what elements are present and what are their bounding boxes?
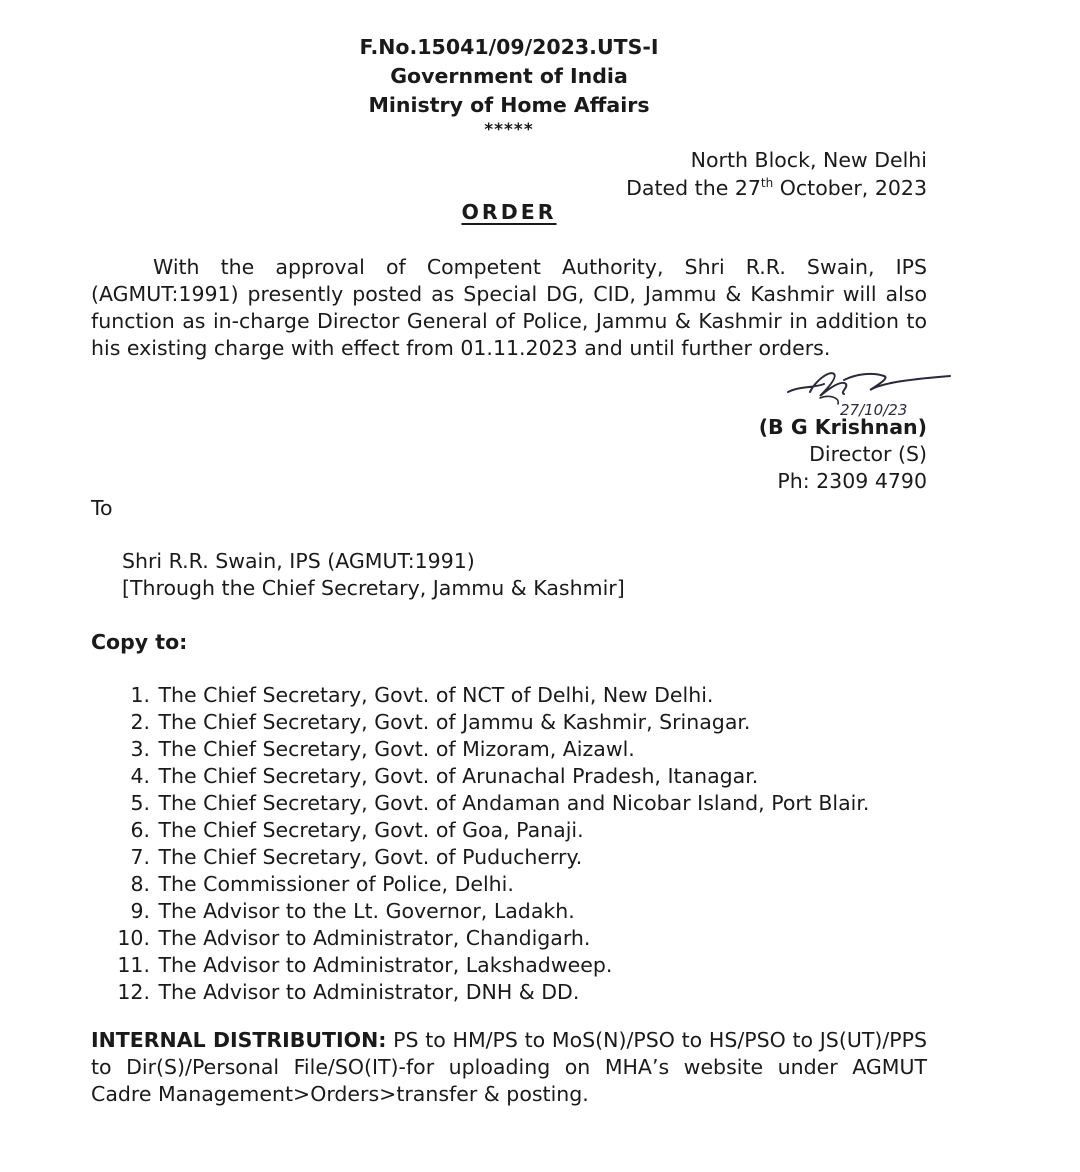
list-item — [102, 682, 869, 709]
date-prefix: Dated the 27 — [626, 176, 761, 200]
signatory-designation: Director (S) — [809, 442, 927, 466]
list-item-number: 4. — [130, 764, 150, 788]
date-ordinal: th — [760, 176, 774, 191]
list-item-text: The Chief Secretary, Govt. of Mizoram, Aizawl. — [158, 737, 635, 761]
document-header — [0, 33, 1018, 140]
list-item-text: The Chief Secretary, Govt. of Andaman and Nicobar Island, Port Blair. — [158, 791, 870, 815]
list-item-text: The Chief Secretary, Govt. of NCT of Delhi, New Delhi. — [158, 683, 714, 707]
list-item-number: 7. — [130, 845, 150, 869]
file-number: F.No.15041/09/2023.UTS-I — [359, 35, 659, 59]
internal-distribution-label: INTERNAL DISTRIBUTION: — [91, 1028, 387, 1052]
list-item — [102, 763, 869, 790]
list-item-text: The Chief Secretary, Govt. of Goa, Panaji. — [158, 818, 584, 842]
separator-stars: ***** — [484, 120, 534, 140]
ministry-name: Ministry of Home Affairs — [368, 93, 650, 117]
copy-to-list — [102, 682, 869, 1006]
list-item-number: 8. — [130, 872, 150, 896]
list-item-number: 11. — [117, 953, 150, 977]
list-item — [102, 871, 869, 898]
list-item-text: The Chief Secretary, Govt. of Jammu & Kashmir, Srinagar. — [158, 710, 751, 734]
order-body: With the approval of Competent Authority, Shri R.R. Swain, IPS (AGMUT:1991) presently posted as Special DG, CID, Jammu & Kashmir will also function as in-charge Director General of Police, Jammu & Kashmir in addition to his existing charge with effect from 01.11.2023 and until further orders. — [91, 255, 927, 360]
addressee-name: Shri R.R. Swain, IPS (AGMUT:1991) — [122, 549, 475, 573]
list-item — [102, 844, 869, 871]
internal-distribution — [91, 1027, 927, 1108]
list-item-text: The Advisor to Administrator, Chandigarh. — [158, 926, 591, 950]
list-item-number: 12. — [117, 980, 150, 1004]
addressee-block — [122, 548, 625, 602]
list-item — [102, 790, 869, 817]
list-item-text: The Advisor to Administrator, DNH & DD. — [158, 980, 580, 1004]
list-item — [102, 709, 869, 736]
signatory-name: (B G Krishnan) — [758, 415, 927, 439]
list-item — [102, 736, 869, 763]
list-item-number: 5. — [130, 791, 150, 815]
list-item-number: 9. — [130, 899, 150, 923]
signature-date: 27/10/23 — [840, 401, 908, 419]
list-item — [102, 898, 869, 925]
list-item-text: The Advisor to the Lt. Governor, Ladakh. — [158, 899, 575, 923]
list-item-text: The Chief Secretary, Govt. of Puducherry. — [158, 845, 583, 869]
list-item — [102, 979, 869, 1006]
list-item-number: 1. — [130, 683, 150, 707]
list-item-text: The Commissioner of Police, Delhi. — [158, 872, 514, 896]
place: North Block, New Delhi — [690, 148, 927, 172]
list-item-number: 2. — [130, 710, 150, 734]
order-title: ORDER — [461, 200, 557, 224]
government-name: Government of India — [390, 64, 628, 88]
list-item-number: 10. — [117, 926, 150, 950]
addressee-through: [Through the Chief Secretary, Jammu & Kashmir] — [122, 576, 625, 600]
list-item-number: 6. — [130, 818, 150, 842]
internal-distribution-text: PS to HM/PS to MoS(N)/PSO to HS/PSO to JS(UT)/PPS to Dir(S)/Personal File/SO(IT)-for uploading on MHA’s website under AGMUT Cadre Management>Orders>transfer & posting. — [91, 1028, 927, 1106]
list-item-text: The Chief Secretary, Govt. of Arunachal Pradesh, Itanagar. — [158, 764, 759, 788]
signatory-phone: Ph: 2309 4790 — [777, 469, 927, 493]
list-item-number: 3. — [130, 737, 150, 761]
place-and-date — [626, 146, 927, 202]
signatory-block — [759, 414, 927, 495]
copy-to-heading: Copy to: — [91, 630, 188, 654]
list-item-text: The Advisor to Administrator, Lakshadweep. — [158, 953, 613, 977]
to-label: To — [91, 496, 113, 520]
list-item — [102, 952, 869, 979]
list-item — [102, 925, 869, 952]
date-suffix: October, 2023 — [773, 176, 927, 200]
list-item — [102, 817, 869, 844]
date — [626, 174, 927, 202]
handwritten-signature — [780, 362, 952, 420]
